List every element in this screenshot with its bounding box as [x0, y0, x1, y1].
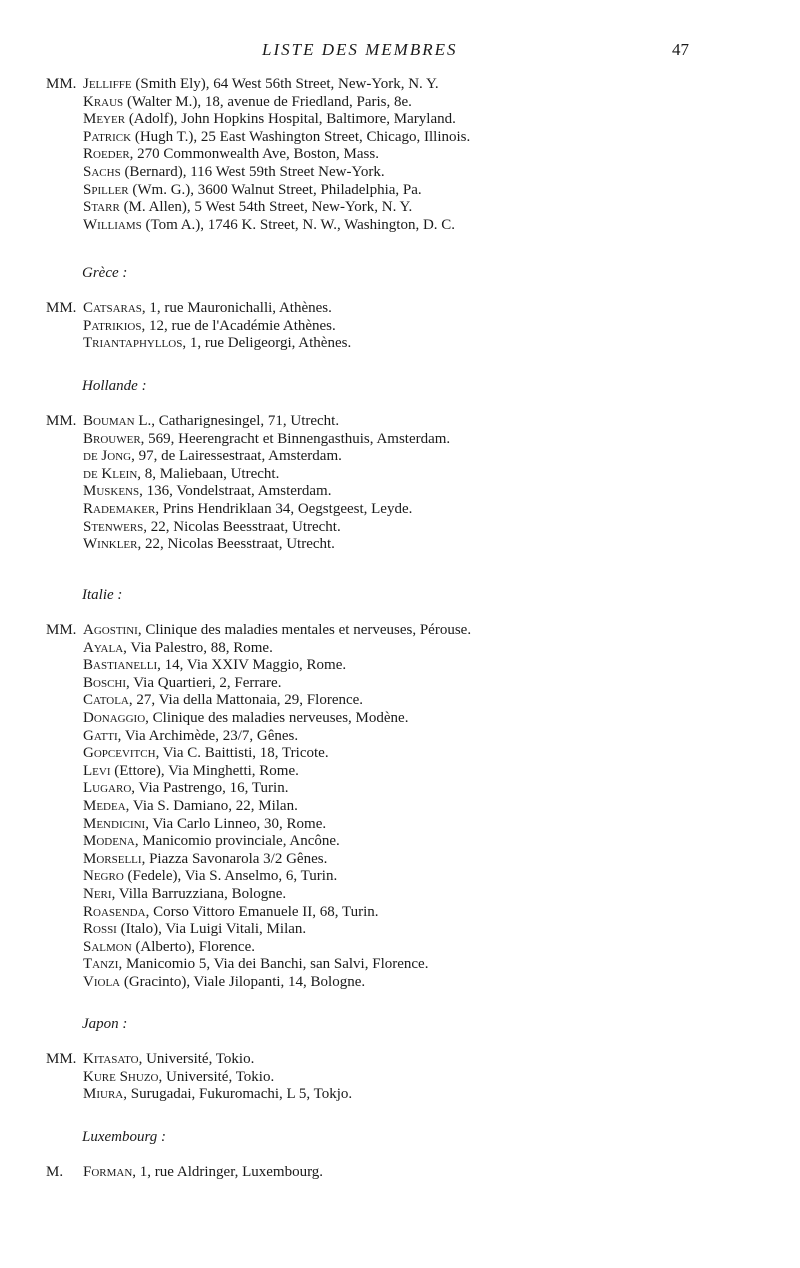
member-address: , 270 Commonwealth Ave, Boston, Mass. — [129, 146, 379, 163]
member-text — [83, 501, 412, 519]
member-address: , Piazza Savonarola 3/2 Gênes. — [141, 850, 328, 867]
member-name: Sachs — [83, 163, 121, 180]
member-name: Modena — [83, 833, 135, 850]
member-address: (Adolf), John Hopkins Hospital, Baltimore, Maryland. — [125, 111, 456, 128]
member-address: (Alberto), Florence. — [131, 938, 255, 955]
member-address: , 1, rue Aldringer, Luxembourg. — [132, 1164, 324, 1180]
member-name: Patrick — [83, 128, 132, 145]
member-address: , 97, de Lairessestraat, Amsterdam. — [131, 448, 342, 465]
member-name: de Jong — [83, 448, 132, 465]
running-head — [0, 40, 800, 64]
member-text — [83, 94, 412, 112]
member-name: Lugaro — [83, 780, 132, 797]
section-title: Italie : — [82, 587, 123, 603]
member-text — [83, 956, 428, 974]
member-text — [83, 182, 422, 200]
member-text — [83, 1164, 323, 1182]
member-text — [83, 851, 327, 869]
member-name: Morselli — [83, 850, 142, 867]
member-address: , 8, Maliebaan, Utrecht. — [137, 465, 280, 482]
member-address: , 27, Via della Mattonaia, 29, Florence. — [128, 692, 364, 709]
member-name: Rademaker — [83, 500, 156, 517]
member-list — [46, 622, 766, 991]
member-address: (Wm. G.), 3600 Walnut Street, Philadelphia, Pa. — [128, 181, 422, 198]
member-entry — [46, 939, 766, 957]
member-text — [83, 921, 306, 939]
member-entry — [46, 692, 766, 710]
member-address: (Hugh T.), 25 East Washington Street, Chicago, Illinois. — [131, 128, 471, 145]
member-address: , Université, Tokio. — [138, 1051, 255, 1067]
member-text — [83, 1051, 254, 1069]
member-text — [83, 657, 346, 675]
member-entry — [46, 816, 766, 834]
member-text — [83, 466, 279, 484]
member-entry — [46, 217, 766, 235]
member-text — [83, 413, 339, 431]
member-entry — [46, 728, 766, 746]
member-entry — [46, 833, 766, 851]
member-name: Kitasato — [83, 1051, 139, 1067]
member-entry — [46, 413, 766, 431]
member-text — [83, 833, 340, 851]
member-name: Donaggio — [83, 709, 146, 726]
member-address: , Villa Barruzziana, Bologne. — [111, 885, 287, 902]
member-text — [83, 129, 470, 147]
member-text — [83, 199, 412, 217]
member-address: , 12, rue de l'Académie Athènes. — [141, 317, 336, 334]
member-list — [46, 413, 766, 554]
section-grece — [46, 260, 766, 353]
member-address: , Manicomio 5, Via dei Banchi, san Salvi, Florence. — [118, 956, 429, 973]
section-title: Japon : — [82, 1016, 128, 1032]
section-title: Hollande : — [82, 378, 147, 394]
member-list — [46, 76, 766, 234]
member-name: Triantaphyllos — [83, 335, 183, 352]
member-address: (Gracinto), Viale Jilopanti, 14, Bologne. — [120, 973, 366, 990]
member-name: Kure Shuzo — [83, 1068, 159, 1085]
member-entry — [46, 448, 766, 466]
member-name: Boschi — [83, 674, 127, 691]
member-entry — [46, 431, 766, 449]
member-address: , Via Pastrengo, 16, Turin. — [131, 780, 289, 797]
member-address: (Walter M.), 18, avenue de Friedland, Paris, 8e. — [123, 93, 412, 110]
member-address: , Via Quartieri, 2, Ferrare. — [126, 674, 282, 691]
member-address: (Tom A.), 1746 K. Street, N. W., Washington, D. C. — [141, 216, 456, 233]
section-italie — [46, 582, 766, 991]
member-address: (M. Allen), 5 West 54th Street, New-York, N. Y. — [119, 199, 413, 216]
section-title: Luxembourg : — [82, 1129, 167, 1145]
member-text — [83, 335, 351, 353]
members-prefix: MM. — [46, 413, 77, 429]
member-name: Miura — [83, 1086, 124, 1103]
member-entry — [46, 519, 766, 537]
member-entry — [46, 466, 766, 484]
running-title: LISTE DES MEMBRES — [262, 40, 458, 59]
member-entry — [46, 199, 766, 217]
member-text — [83, 640, 273, 658]
member-text — [83, 763, 299, 781]
member-text — [83, 448, 342, 466]
member-address: (Italo), Via Luigi Vitali, Milan. — [116, 921, 307, 938]
member-entry — [46, 318, 766, 336]
member-text — [83, 111, 456, 129]
member-text — [83, 146, 379, 164]
member-name: Tanzi — [83, 956, 119, 973]
member-name: Rossi — [83, 921, 117, 938]
members-prefix: MM. — [46, 1051, 77, 1067]
section-title: Grèce : — [82, 265, 128, 281]
member-name: Levi — [83, 762, 111, 779]
member-address: , 1, rue Deligeorgi, Athènes. — [182, 335, 352, 352]
member-address: , 22, Nicolas Beesstraat, Utrecht. — [143, 518, 341, 535]
section-japon — [46, 1011, 766, 1104]
section-hollande — [46, 373, 766, 554]
member-address: , Manicomio provinciale, Ancône. — [134, 833, 340, 850]
member-name: Gatti — [83, 727, 118, 744]
member-text — [83, 816, 326, 834]
member-address: , 14, Via XXIV Maggio, Rome. — [157, 657, 347, 674]
member-entry — [46, 182, 766, 200]
member-name: Winkler — [83, 536, 138, 553]
member-text — [83, 710, 408, 728]
member-entry — [46, 111, 766, 129]
member-name: Williams — [83, 216, 142, 233]
member-name: de Klein — [83, 465, 138, 482]
member-entry — [46, 657, 766, 675]
member-address: , Via C. Baittisti, 18, Tricote. — [155, 745, 329, 762]
member-entry — [46, 1069, 766, 1087]
member-name: Ayala — [83, 639, 124, 656]
member-address: , Via Carlo Linneo, 30, Rome. — [145, 815, 327, 832]
member-entry — [46, 868, 766, 886]
member-name: Forman — [83, 1164, 133, 1180]
member-entry — [46, 851, 766, 869]
member-text — [83, 519, 341, 537]
member-entry — [46, 622, 766, 640]
member-entry — [46, 536, 766, 554]
section-luxembourg — [46, 1124, 766, 1182]
member-name: Roasenda — [83, 903, 146, 920]
member-text — [83, 1069, 274, 1087]
member-entry — [46, 146, 766, 164]
member-entry — [46, 164, 766, 182]
member-name: Jelliffe — [83, 76, 132, 92]
member-name: Starr — [83, 199, 120, 216]
member-text — [83, 164, 385, 182]
member-text — [83, 745, 329, 763]
member-text — [83, 1086, 352, 1104]
member-entry — [46, 745, 766, 763]
member-name: Negro — [83, 868, 124, 885]
member-name: Kraus — [83, 93, 124, 110]
member-name: Roeder — [83, 146, 130, 163]
member-address: , Université, Tokio. — [158, 1068, 275, 1085]
member-entry — [46, 94, 766, 112]
members-prefix: M. — [46, 1164, 64, 1180]
member-name: Viola — [83, 973, 121, 990]
member-name: Brouwer — [83, 430, 141, 447]
section-usa-continued — [46, 76, 766, 234]
member-address: , Clinique des maladies nerveuses, Modène. — [145, 709, 409, 726]
member-name: Bouman — [83, 413, 135, 429]
member-address: , Via Palestro, 88, Rome. — [123, 639, 273, 656]
member-name: Medea — [83, 797, 126, 814]
member-name: Stenwers — [83, 518, 144, 535]
member-entry — [46, 956, 766, 974]
member-text — [83, 675, 281, 693]
member-entry — [46, 798, 766, 816]
member-text — [83, 300, 332, 318]
member-name: Salmon — [83, 938, 132, 955]
member-entry — [46, 710, 766, 728]
member-name: Patrikios — [83, 317, 142, 334]
member-entry — [46, 1164, 766, 1182]
member-address: , 1, rue Mauronichalli, Athènes. — [141, 300, 332, 316]
member-address: L., Catharignesingel, 71, Utrecht. — [134, 413, 340, 429]
member-text — [83, 886, 286, 904]
member-name: Spiller — [83, 181, 129, 198]
member-address: , Prins Hendriklaan 34, Oegstgeest, Leyde. — [155, 500, 413, 517]
member-name: Meyer — [83, 111, 126, 128]
member-entry — [46, 129, 766, 147]
page-number: 47 — [672, 40, 689, 59]
member-name: Bastianelli — [83, 657, 158, 674]
member-address: (Fedele), Via S. Anselmo, 6, Turin. — [123, 868, 338, 885]
member-entry — [46, 904, 766, 922]
member-text — [83, 728, 298, 746]
member-entry — [46, 640, 766, 658]
member-text — [83, 536, 335, 554]
member-list — [46, 1164, 766, 1182]
member-address: (Bernard), 116 West 59th Street New-York. — [120, 163, 385, 180]
member-entry — [46, 1086, 766, 1104]
members-prefix: MM. — [46, 76, 77, 92]
member-entry — [46, 483, 766, 501]
member-text — [83, 780, 288, 798]
member-text — [83, 217, 455, 235]
member-entry — [46, 763, 766, 781]
member-entry — [46, 501, 766, 519]
member-address: , Via S. Damiano, 22, Milan. — [125, 797, 298, 814]
member-text — [83, 974, 365, 992]
member-entry — [46, 1051, 766, 1069]
member-text — [83, 868, 337, 886]
member-name: Gopcevitch — [83, 745, 156, 762]
member-entry — [46, 335, 766, 353]
member-list — [46, 300, 766, 353]
member-text — [83, 431, 450, 449]
member-entry — [46, 675, 766, 693]
members-prefix: MM. — [46, 622, 77, 638]
member-entry — [46, 76, 766, 94]
member-name: Agostini — [83, 622, 138, 638]
member-entry — [46, 780, 766, 798]
member-address: , Surugadai, Fukuromachi, L 5, Tokjo. — [123, 1086, 353, 1103]
member-name: Catsaras — [83, 300, 142, 316]
member-text — [83, 692, 363, 710]
member-entry — [46, 921, 766, 939]
member-address: , 22, Nicolas Beesstraat, Utrecht. — [137, 536, 335, 553]
member-name: Neri — [83, 885, 112, 902]
members-prefix: MM. — [46, 300, 77, 316]
member-address: (Ettore), Via Minghetti, Rome. — [110, 762, 299, 779]
member-address: , Corso Vittoro Emanuele II, 68, Turin. — [145, 903, 379, 920]
member-address: (Smith Ely), 64 West 56th Street, New-York, N. Y. — [131, 76, 439, 92]
member-text — [83, 939, 255, 957]
member-text — [83, 798, 298, 816]
member-address: , Clinique des maladies mentales et nerveuses, Pérouse. — [137, 622, 472, 638]
member-text — [83, 622, 471, 640]
member-entry — [46, 974, 766, 992]
member-entry — [46, 300, 766, 318]
member-entry — [46, 886, 766, 904]
member-address: , 569, Heerengracht et Binnengasthuis, Amsterdam. — [140, 430, 451, 447]
member-list — [46, 1051, 766, 1104]
member-text — [83, 318, 336, 336]
member-text — [83, 904, 379, 922]
member-name: Mendicini — [83, 815, 146, 832]
member-name: Catola — [83, 692, 129, 709]
member-text — [83, 483, 331, 501]
member-text — [83, 76, 439, 94]
member-name: Muskens — [83, 483, 140, 500]
member-address: , Via Archimède, 23/7, Gênes. — [117, 727, 299, 744]
member-address: , 136, Vondelstraat, Amsterdam. — [139, 483, 332, 500]
